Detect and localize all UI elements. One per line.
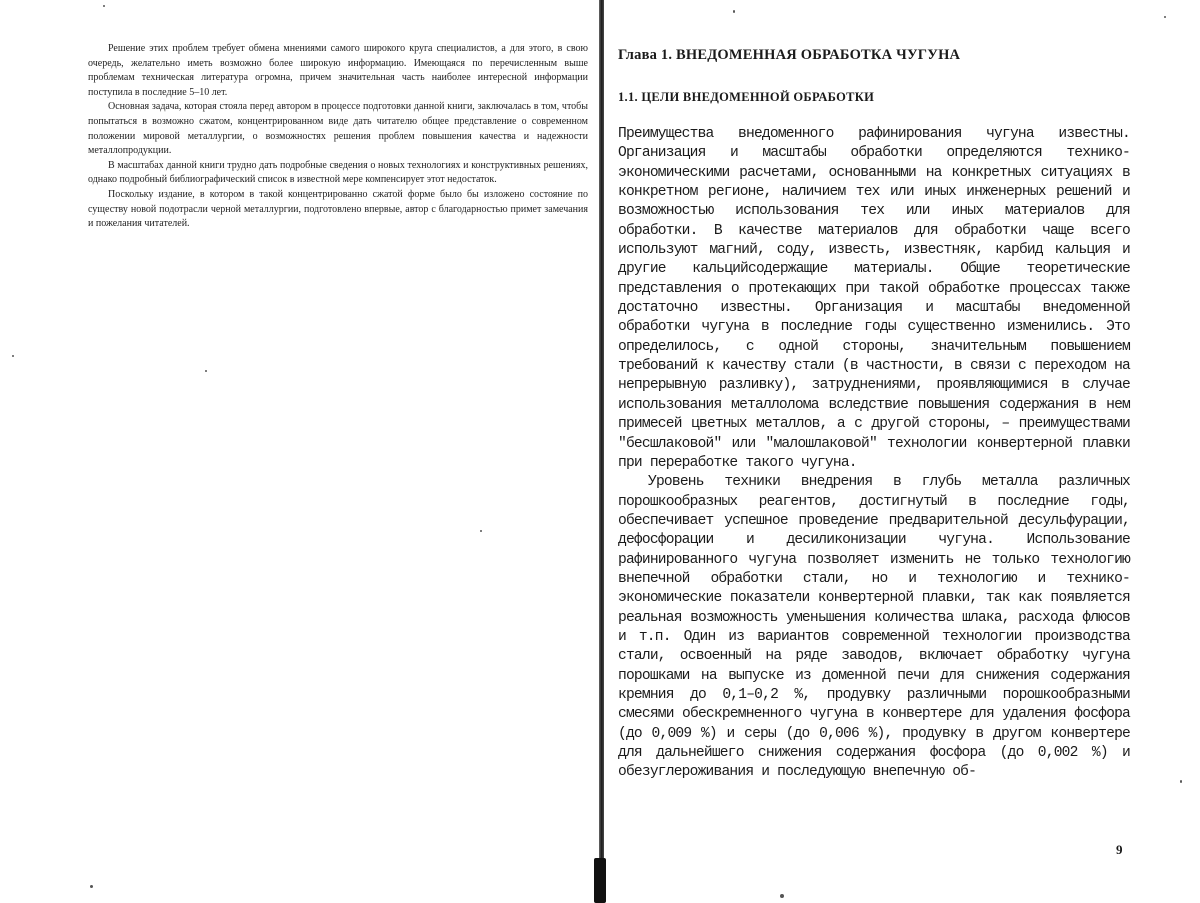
paragraph: Уровень техники внедрения в глубь металла различных порошкообразных реагентов, достигнутый в последние годы, обеспечивает успешное проведение предварительной десульфурации, дефосфорации и десиликонизации чугуна. Использование рафинированного чугуна позволяет изменить не только технологию внепечной обработки стали, но и технологию и технико-экономические показатели конвертерной плавки, так как появляется реальная возможность уменьшения количества шлака, расхода флюсов и т.п. Один из вариантов современной технологии производства стали, освоенный на ряде заводов, включает обработку чугуна порошками на выпуске из доменной печи для снижения содержания кремния до 0,1–0,2 %, продувку различными порошкообразными смесями обескремненного чугуна в конвертере для удаления фосфора (до 0,009 %) и серы (до 0,006 %), продувку в другом конвертере для дальнейшего снижения содержания фосфора (до 0,002 %) и обезуглероживания и последующую внепечную об- xyxy=(618,474,1130,781)
scan-speck xyxy=(90,885,93,888)
section-title: 1.1. ЦЕЛИ ВНЕДОМЕННОЙ ОБРАБОТКИ xyxy=(618,90,875,104)
scan-speck xyxy=(103,5,105,7)
scan-speck xyxy=(205,370,207,372)
chapter-title: Глава 1. ВНЕДОМЕННАЯ ОБРАБОТКА ЧУГУНА xyxy=(618,47,961,63)
scan-speck xyxy=(733,10,735,13)
right-page-text xyxy=(618,125,1130,783)
paragraph: Решение этих проблем требует обмена мнениями самого широкого круга специалистов, а для этого, в свою очередь, желательно иметь возможно более широкую информацию. Имеющаяся по перечисленным выше проблемам техническая литература огромна, причем значительная часть наиболее интересной информации поступила в последние 5–10 лет. xyxy=(88,43,588,98)
scan-speck xyxy=(1164,16,1166,18)
page-number: 9 xyxy=(1116,842,1123,857)
scan-speck xyxy=(480,530,482,532)
scan-speck xyxy=(780,894,784,898)
book-gutter xyxy=(599,0,604,903)
paragraph: В масштабах данной книги трудно дать подробные сведения о новых технологиях и конструктивных решениях, однако подробный библиографический список в известной мере компенсирует этот недостаток. xyxy=(88,159,588,186)
paragraph: Поскольку издание, в котором в такой концентрированно сжатой форме было бы изложено состояние по существу новой подотрасли черной металлургии, подготовлено впервые, автор с благодарностью примет замечания и пожелания читателей. xyxy=(88,188,588,230)
scan-speck xyxy=(12,355,14,357)
scan-speck xyxy=(1180,780,1182,783)
paragraph: Основная задача, которая стояла перед автором в процессе подготовки данной книги, заключалась в том, чтобы попытаться в возможно сжатом, концентрированном виде дать читателю общее представление о современном положении мировой металлургии, о возможностях решения проблем повышения качества и надежности металлопродукции. xyxy=(88,101,588,157)
paragraph: Преимущества внедоменного рафинирования чугуна известны. Организация и масштабы обработки определяются технико-экономическими расчетами, основанными на конкретных ситуациях в конкретном регионе, наличием тех или иных инженерных решений и возможностью использования тех или иных материалов для обработки. В качестве материалов для обработки чаще всего используют магний, соду, известь, известняк, карбид кальция и другие кальцийсодержащие материалы. Общие теоретические представления о протекающих при такой обработке процессах также достаточно известны. Организация и масштабы внедоменной обработки чугуна в последние годы существенно изменились. Это определилось, с одной стороны, значительным повышением требований к качеству стали (в частности, в связи с переходом на непрерывную разливку), затруднениями, проявляющимися в случае использования металлолома вследствие повышения содержания в нем примесей цветных металлов, а с другой стороны, – преимуществами "бесшлаковой" или "малошлаковой" технологии конвертерной плавки при переработке такого чугуна. xyxy=(618,126,1130,471)
left-page-text xyxy=(88,42,588,232)
gutter-shadow xyxy=(594,858,606,903)
